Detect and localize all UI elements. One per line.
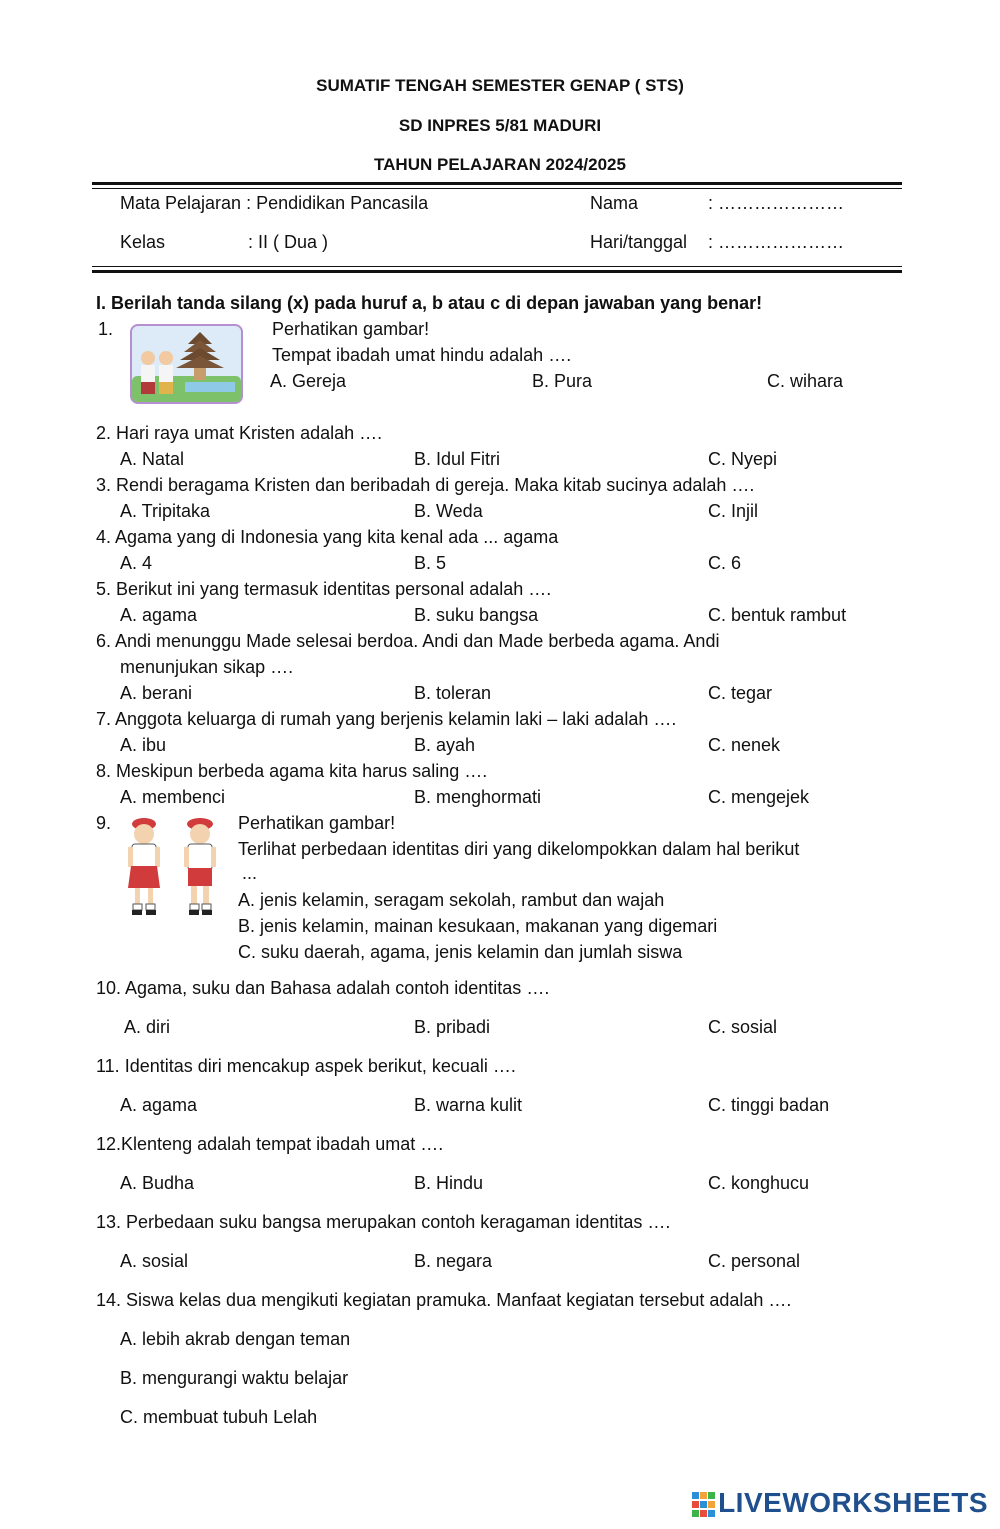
q7-option-b[interactable]: B. ayah xyxy=(414,735,476,755)
section-instruction: I. Berilah tanda silang (x) pada huruf a, b atau c di depan jawaban yang benar! xyxy=(96,293,763,313)
q11-option-b[interactable]: B. warna kulit xyxy=(414,1095,523,1115)
q1-question: Tempat ibadah umat hindu adalah …. xyxy=(272,345,572,365)
header-rule-bottom-thick xyxy=(92,270,902,273)
date-field[interactable]: : ………………… xyxy=(708,232,845,252)
q4-option-c[interactable]: C. 6 xyxy=(708,553,742,573)
q9-number: 9. xyxy=(96,813,112,833)
class-label: Kelas xyxy=(120,232,166,252)
header-rule-top-thin xyxy=(92,188,902,189)
q5-question: 5. Berikut ini yang termasuk identitas personal adalah …. xyxy=(96,579,552,599)
q10-question: 10. Agama, suku dan Bahasa adalah contoh identitas …. xyxy=(96,978,550,998)
q6-question: 6. Andi menunggu Made selesai berdoa. Andi dan Made berbeda agama. Andi xyxy=(96,631,720,651)
class-value: : II ( Dua ) xyxy=(248,232,329,252)
q13-option-b[interactable]: B. negara xyxy=(414,1251,493,1271)
q7-question: 7. Anggota keluarga di rumah yang berjenis kelamin laki – laki adalah …. xyxy=(96,709,677,729)
q5-option-b[interactable]: B. suku bangsa xyxy=(414,605,539,625)
q6-question-cont: menunjukan sikap …. xyxy=(120,657,294,677)
temple-image xyxy=(130,324,243,404)
header-rule-bottom-thin xyxy=(92,266,902,267)
q6-option-b[interactable]: B. toleran xyxy=(414,683,492,703)
q7-option-c[interactable]: C. nenek xyxy=(708,735,781,755)
name-field[interactable]: : ………………… xyxy=(708,193,845,213)
q14-option-a[interactable]: A. lebih akrab dengan teman xyxy=(120,1329,351,1349)
q13-option-c[interactable]: C. personal xyxy=(708,1251,801,1271)
q12-option-b[interactable]: B. Hindu xyxy=(414,1173,484,1193)
q1-option-a[interactable]: A. Gereja xyxy=(270,371,347,391)
q9-question-cont: ... xyxy=(242,863,258,883)
q13-option-a[interactable]: A. sosial xyxy=(120,1251,189,1271)
subject-label: Mata Pelajaran : Pendidikan Pancasila xyxy=(120,193,429,213)
q10-option-a[interactable]: A. diri xyxy=(124,1017,171,1037)
q2-option-b[interactable]: B. Idul Fitri xyxy=(414,449,501,469)
q2-question: 2. Hari raya umat Kristen adalah …. xyxy=(96,423,383,443)
q10-option-c[interactable]: C. sosial xyxy=(708,1017,778,1037)
q3-question: 3. Rendi beragama Kristen dan beribadah di gereja. Maka kitab sucinya adalah …. xyxy=(96,475,755,495)
liveworksheets-brand[interactable]: LIVEWORKSHEETS xyxy=(718,1487,988,1518)
q4-question: 4. Agama yang di Indonesia yang kita kenal ada ... agama xyxy=(96,527,559,547)
q13-question: 13. Perbedaan suku bangsa merupakan contoh keragaman identitas …. xyxy=(96,1212,671,1232)
students-image xyxy=(120,814,220,918)
q10-option-b[interactable]: B. pribadi xyxy=(414,1017,491,1037)
q11-option-a[interactable]: A. agama xyxy=(120,1095,198,1115)
q1-number: 1. xyxy=(98,319,114,339)
q3-option-b[interactable]: B. Weda xyxy=(414,501,483,521)
q8-question: 8. Meskipun berbeda agama kita harus saling …. xyxy=(96,761,488,781)
q12-option-a[interactable]: A. Budha xyxy=(120,1173,195,1193)
q11-option-c[interactable]: C. tinggi badan xyxy=(708,1095,830,1115)
header-rule-top-thick xyxy=(92,182,902,185)
q12-option-c[interactable]: C. konghucu xyxy=(708,1173,810,1193)
q14-option-b[interactable]: B. mengurangi waktu belajar xyxy=(120,1368,349,1388)
q12-question: 12.Klenteng adalah tempat ibadah umat …. xyxy=(96,1134,444,1154)
q4-option-a[interactable]: A. 4 xyxy=(120,553,153,573)
liveworksheets-logo-icon xyxy=(692,1492,716,1523)
q9-option-c[interactable]: C. suku daerah, agama, jenis kelamin dan jumlah siswa xyxy=(238,942,683,962)
academic-year: TAHUN PELAJARAN 2024/2025 xyxy=(374,155,626,174)
q6-option-c[interactable]: C. tegar xyxy=(708,683,773,703)
q14-option-c[interactable]: C. membuat tubuh Lelah xyxy=(120,1407,318,1427)
q1-option-c[interactable]: C. wihara xyxy=(767,371,844,391)
q9-option-a[interactable]: A. jenis kelamin, seragam sekolah, rambut dan wajah xyxy=(238,890,665,910)
q1-prompt: Perhatikan gambar! xyxy=(272,319,430,339)
q8-option-b[interactable]: B. menghormati xyxy=(414,787,542,807)
q4-option-b[interactable]: B. 5 xyxy=(414,553,447,573)
q3-option-c[interactable]: C. Injil xyxy=(708,501,759,521)
q14-question: 14. Siswa kelas dua mengikuti kegiatan pramuka. Manfaat kegiatan tersebut adalah …. xyxy=(96,1290,792,1310)
q9-prompt: Perhatikan gambar! xyxy=(238,813,396,833)
q3-option-a[interactable]: A. Tripitaka xyxy=(120,501,211,521)
q5-option-a[interactable]: A. agama xyxy=(120,605,198,625)
q2-option-c[interactable]: C. Nyepi xyxy=(708,449,778,469)
date-label: Hari/tanggal xyxy=(590,232,688,252)
q2-option-a[interactable]: A. Natal xyxy=(120,449,185,469)
school-name: SD INPRES 5/81 MADURI xyxy=(398,116,602,135)
q8-option-a[interactable]: A. membenci xyxy=(120,787,226,807)
q9-option-b[interactable]: B. jenis kelamin, mainan kesukaan, makanan yang digemari xyxy=(238,916,718,936)
q5-option-c[interactable]: C. bentuk rambut xyxy=(708,605,847,625)
q6-option-a[interactable]: A. berani xyxy=(120,683,193,703)
name-label: Nama xyxy=(590,193,639,213)
q11-question: 11. Identitas diri mencakup aspek berikut, kecuali …. xyxy=(96,1056,516,1076)
q7-option-a[interactable]: A. ibu xyxy=(120,735,167,755)
q1-option-b[interactable]: B. Pura xyxy=(532,371,593,391)
q9-question: Terlihat perbedaan identitas diri yang dikelompokkan dalam hal berikut xyxy=(238,839,800,859)
q8-option-c[interactable]: C. mengejek xyxy=(708,787,810,807)
exam-title: SUMATIF TENGAH SEMESTER GENAP ( STS) xyxy=(316,76,684,95)
